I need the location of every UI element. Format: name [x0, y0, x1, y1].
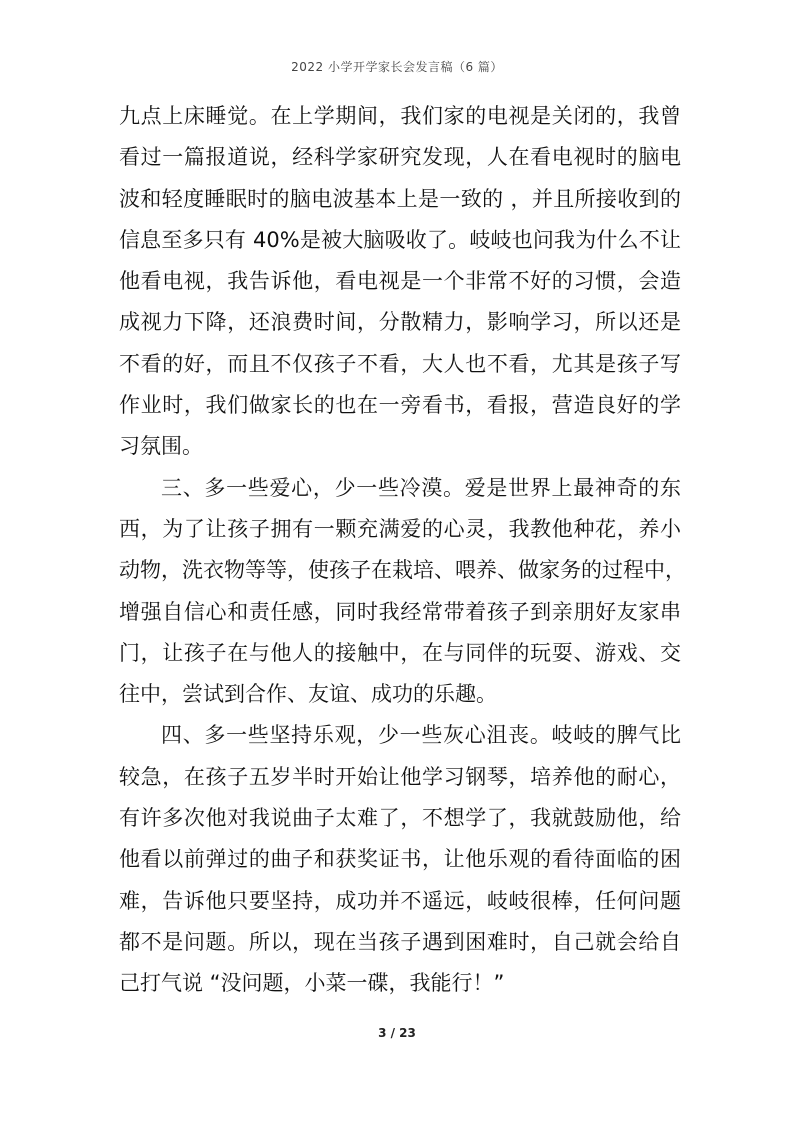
text-line: 动物，洗衣物等等，使孩子在栽培、喂养、做家务的过程中，	[119, 558, 686, 583]
text-line: 成视力下降，还浪费时间，分散精力，影响学习，所以还是	[119, 310, 681, 335]
running-header: 2022 小学开学家长会发言稿（6 篇）	[291, 60, 503, 74]
text-line: 都不是问题。所以，现在当孩子遇到困难时，自己就会给自	[119, 929, 681, 954]
text-line: 他看以前弹过的曲子和获奖证书，让他乐观的看待面临的困	[119, 847, 681, 872]
text-line: 西，为了让孩子拥有一颗充满爱的心灵，我教他种花，养小	[119, 516, 681, 541]
text-line: 他看电视，我告诉他，看电视是一个非常不好的习惯，会造	[119, 269, 681, 294]
text-line: 不看的好，而且不仅孩子不看，大人也不看，尤其是孩子写	[119, 351, 681, 376]
text-line: 难，告诉他只要坚持，成功并不遥远，岐岐很棒，任何问题	[119, 888, 681, 913]
text-line: 九点上床睡觉。在上学期间，我们家的电视是关闭的，我曾	[119, 104, 681, 128]
body-text	[119, 96, 686, 1005]
text-line: 较急，在孩子五岁半时开始让他学习钢琴，培养他的耐心，	[119, 764, 681, 789]
paragraph-start-line: 三、多一些爱心，少一些冷漠。爱是世界上最神奇的东	[161, 475, 681, 500]
page-number: 3 / 23	[378, 1026, 416, 1040]
text-line: 习氛围。	[119, 434, 203, 459]
text-line: 有许多次他对我说曲子太难了，不想学了，我就鼓励他，给	[119, 806, 681, 831]
text-line: 增强自信心和责任感，同时我经常带着孩子到亲朋好友家串	[119, 599, 681, 624]
text-line: 作业时，我们做家长的也在一旁看书，看报，营造良好的学	[119, 393, 681, 418]
text-line: 己打气说 “没问题，小菜一碟，我能行！”	[119, 971, 505, 996]
paragraph-start-line: 四、多一些坚持乐观，少一些灰心沮丧。岐岐的脾气比	[161, 723, 681, 748]
text-line: 信息至多只有 40%是被大脑吸收了。岐岐也问我为什么不让	[119, 227, 681, 252]
text-line: 波和轻度睡眠时的脑电波基本上是一致的 ，并且所接收到的	[119, 186, 681, 211]
text-line: 看过一篇报道说，经科学家研究发现，人在看电视时的脑电	[119, 145, 681, 170]
text-line: 往中，尝试到合作、友谊、成功的乐趣。	[119, 682, 497, 707]
text-line: 门，让孩子在与他人的接触中，在与同伴的玩耍、游戏、交	[119, 640, 681, 665]
